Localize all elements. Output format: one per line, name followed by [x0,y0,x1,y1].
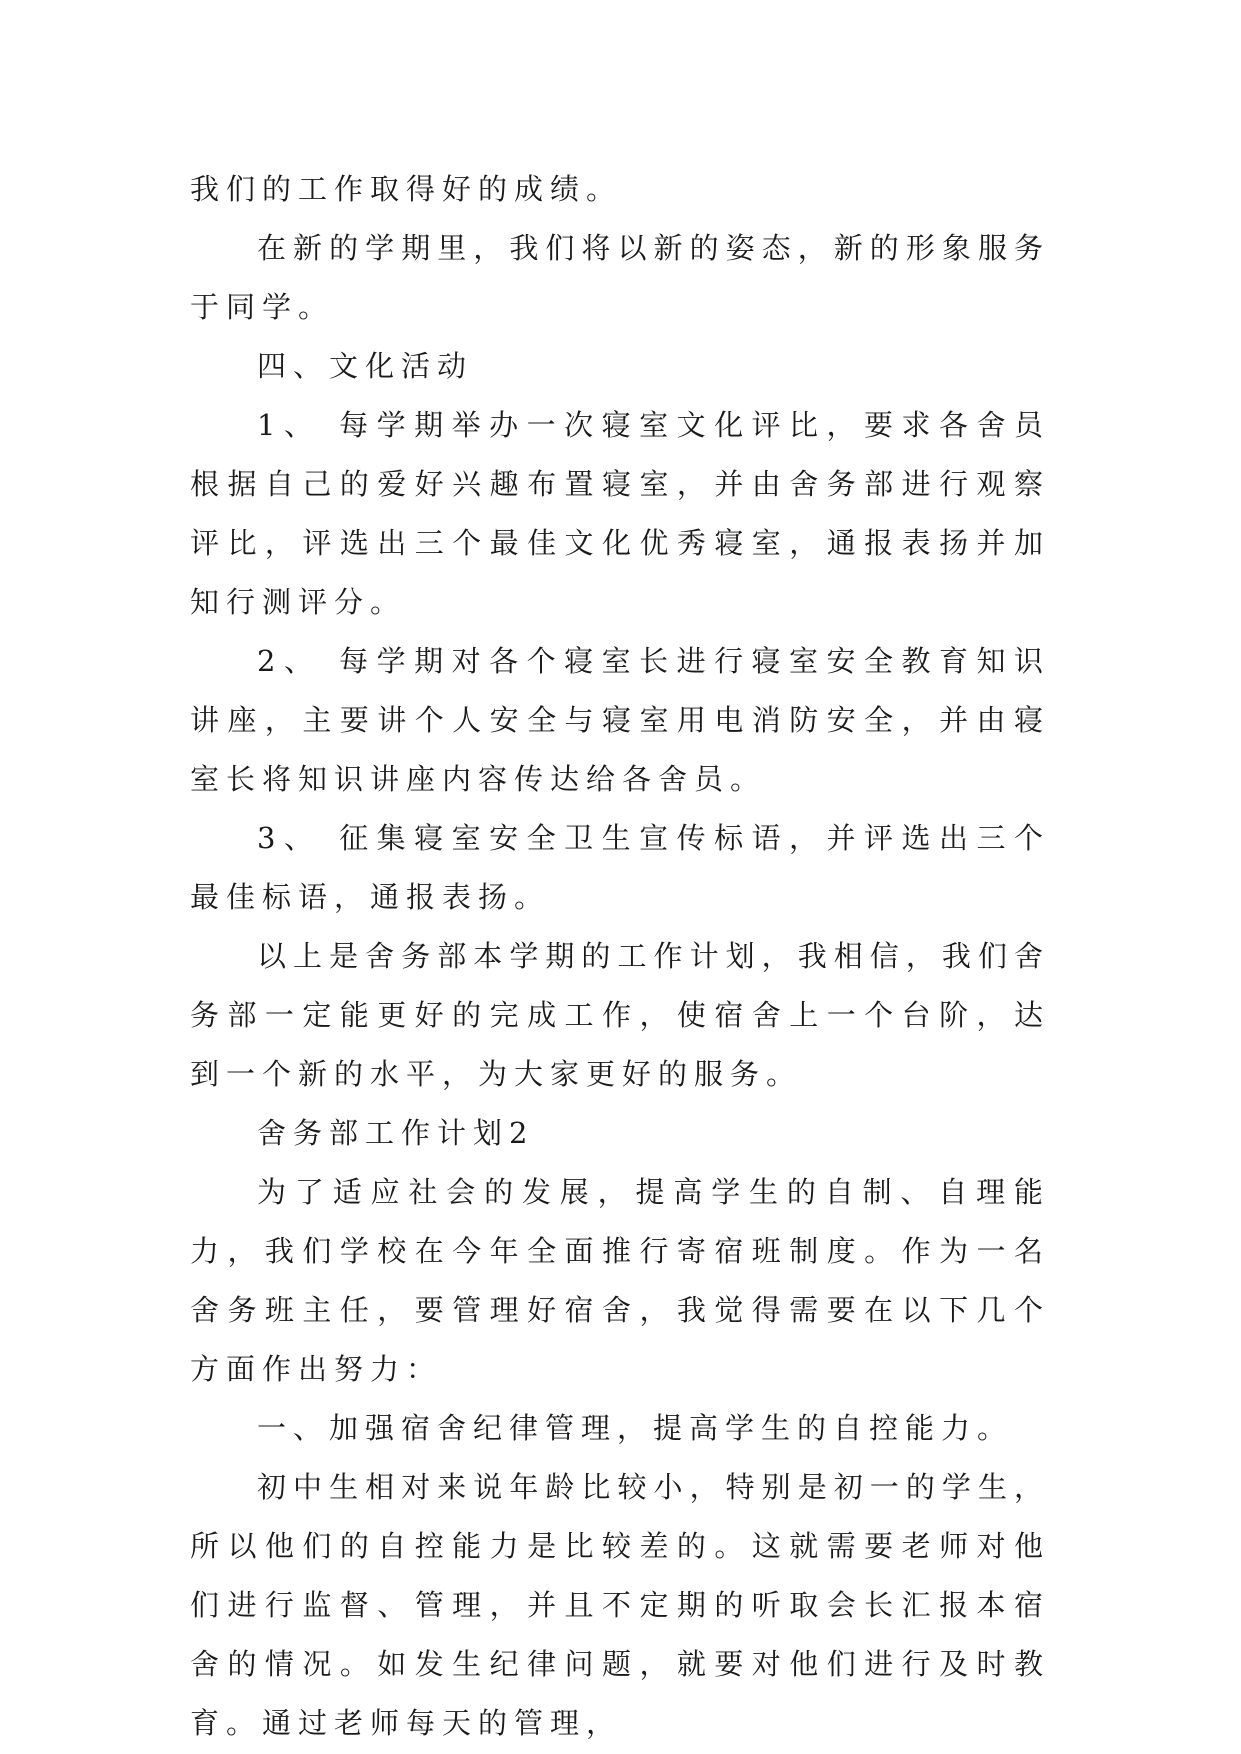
document-body [190,160,1050,1753]
list-item-1: 1、 每学期举办一次寝室文化评比，要求各舍员根据自己的爱好兴趣布置寝室，并由舍务部进行观察评比，评选出三个最佳文化优秀寝室，通报表扬并加知行测评分。 [190,408,1050,619]
section-heading-cultural-activities: 四、文化活动 [257,349,474,383]
list-item-3: 3、 征集寝室安全卫生宣传标语，并评选出三个最佳标语，通报表扬。 [190,821,1050,914]
paragraph-2: 在新的学期里，我们将以新的姿态，新的形象服务于同学。 [190,231,1050,324]
paragraph-summary: 以上是舍务部本学期的工作计划，我相信，我们舍务部一定能更好的完成工作，使宿舍上一个台阶，达到一个新的水平，为大家更好的服务。 [190,939,1050,1091]
paragraph-discipline: 初中生相对来说年龄比较小，特别是初一的学生，所以他们的自控能力是比较差的。这就需要老师对他们进行监督、管理，并且不定期的听取会长汇报本宿舍的情况。如发生纪律问题，就要对他们进行及时教育。通过老师每天的管理， [190,1470,1050,1740]
paragraph-intro-plan-2: 为了适应社会的发展，提高学生的自制、自理能力，我们学校在今年全面推行寄宿班制度。作为一名舍务班主任，要管理好宿舍，我觉得需要在以下几个方面作出努力： [190,1175,1050,1386]
section-heading-discipline: 一、加强宿舍纪律管理，提高学生的自控能力。 [257,1411,1014,1445]
paragraph-1: 我们的工作取得好的成绩。 [190,172,623,206]
section-title-plan-2: 舍务部工作计划2 [257,1116,535,1150]
list-item-2: 2、 每学期对各个寝室长进行寝室安全教育知识讲座，主要讲个人安全与寝室用电消防安全，并由寝室长将知识讲座内容传达给各舍员。 [190,644,1050,796]
